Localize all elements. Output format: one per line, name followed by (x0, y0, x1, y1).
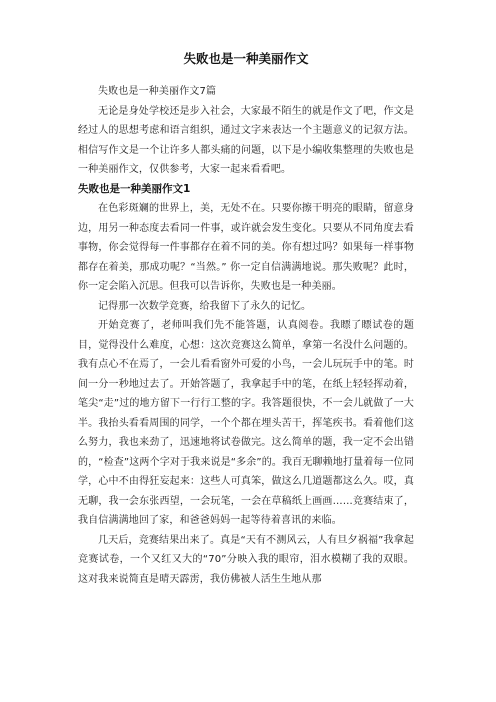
document-title: 失败也是一种美丽作文 (183, 51, 309, 66)
intro-paragraph: 无论是身处学校还是步入社会，大家最不陌生的就是作文了吧，作文是经过人的思想考虑和语言组织，通过文字来表达一个主题意义的记叙方法。相信写作文是一个让许多人都头痛的问题，以下是小编收集整理的失败也是一种美丽作文，仅供参考，大家一起来看看吧。 (78, 105, 414, 175)
body-paragraph: 在色彩斑斓的世界上，美，无处不在。只要你擦干明亮的眼睛，留意身边，用另一种态度去看同一件事，或许就会发生变化。只要从不同角度去看事物，你会觉得每一件事都存在着不同的美。你有想过吗？如果每一样事物都存在着美，那成功呢？“当然。” 你一定自信满满地说。那失败呢？此时，你一定会陷入沉思。但我可以告诉你，失败也是一种美丽。 (78, 203, 414, 292)
body-paragraph: 开始竞赛了，老师叫我们先不能答题，认真阅卷。我瞟了瞟试卷的题目，觉得没什么难度，心想：这次竞赛这么简单，拿第一名没什么问题的。我有点心不在焉了，一会儿看看窗外可爱的小鸟，一会儿玩玩手中的笔。时间一分一秒地过去了。开始答题了，我拿起手中的笔，在纸上轻轻挥动着，笔尖“走”过的地方留下一行行工整的字。我答题很快，不一会儿就做了一大半。我抬头看看周围的同学，一个个都在埋头苦干，挥笔疾书。看着他们这么努力，我也来劲了，迅速地将试卷做完。这么简单的题，我一定不会出错的，“检查”这两个字对于我来说是“多余”的。我百无聊赖地打量着每一位同学，心中不由得狂妄起来：这些人可真笨，做这么几道题都这么久。哎，真无聊，我一会东张西望，一会玩笔，一会在草稿纸上画画……竞赛结束了，我自信满满地回了家，和爸爸妈妈一起等待着喜讯的来临。 (78, 320, 414, 526)
body-paragraph: 几天后，竞赛结果出来了。真是“天有不测风云，人有旦夕祸福”我拿起竞赛试卷，一个又红又大的“70”分映入我的眼帘，泪水模糊了我的双眼。这对我来说简直是晴天霹雳，我仿佛被人活生生地从那 (78, 534, 414, 585)
section-heading: 失败也是一种美丽作文1 (78, 182, 191, 195)
document-subtitle: 失败也是一种美丽作文7篇 (98, 86, 217, 97)
body-paragraph: 记得那一次数学竞赛，给我留下了永久的记忆。 (98, 300, 312, 312)
